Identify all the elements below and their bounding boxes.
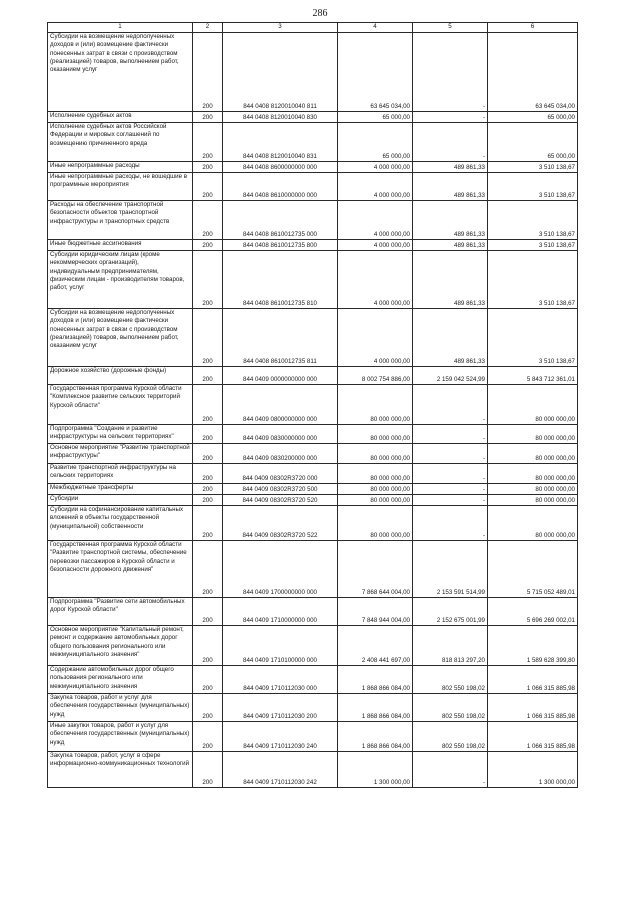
row-col4-cell: 4 000 000,00 — [338, 240, 413, 251]
row-col2-cell: 200 — [193, 173, 223, 201]
row-col4-cell: 2 408 441 697,00 — [338, 626, 413, 666]
row-code-cell: 844 0409 1710112030 242 — [223, 752, 338, 788]
row-col5-cell: - — [413, 444, 488, 464]
row-col2-cell: 200 — [193, 123, 223, 162]
row-col6-cell: 80 000 000,00 — [488, 464, 578, 484]
row-code-cell: 844 0408 8120010040 830 — [223, 112, 338, 123]
row-col5-cell: 2 153 591 514,99 — [413, 541, 488, 598]
row-col6-cell: 63 645 034,00 — [488, 33, 578, 112]
row-code-cell: 844 0408 8610012735 800 — [223, 240, 338, 251]
table-row — [48, 425, 578, 444]
column-header: 2 — [193, 23, 223, 33]
row-col5-cell: - — [413, 506, 488, 541]
row-col5-cell: 489 861,33 — [413, 173, 488, 201]
row-col4-cell: 1 868 866 084,00 — [338, 722, 413, 752]
row-col6-cell: 80 000 000,00 — [488, 425, 578, 444]
row-name-cell: Межбюджетные трансферты — [48, 484, 193, 495]
row-code-cell: 844 0409 1700000000 000 — [223, 541, 338, 598]
row-col6-cell: 5 696 269 002,01 — [488, 598, 578, 626]
row-name-cell: Государственная программа Курской области "Развитие транспортной системы, обеспечение перевозки пассажиров в Курской области и безопасности дорожного движения" — [48, 541, 193, 598]
row-col6-cell: 65 000,00 — [488, 123, 578, 162]
row-col4-cell: 1 300 000,00 — [338, 752, 413, 788]
row-col4-cell: 4 000 000,00 — [338, 201, 413, 240]
row-col2-cell: 200 — [193, 33, 223, 112]
row-col6-cell: 1 066 315 885,98 — [488, 722, 578, 752]
row-col2-cell: 200 — [193, 162, 223, 173]
table-row — [48, 484, 578, 495]
row-code-cell: 844 0409 0830000000 000 — [223, 425, 338, 444]
row-col6-cell: 3 510 138,67 — [488, 173, 578, 201]
table-row — [48, 626, 578, 666]
row-col6-cell: 1 066 315 885,98 — [488, 666, 578, 694]
row-col4-cell: 80 000 000,00 — [338, 464, 413, 484]
table-row — [48, 385, 578, 425]
column-header: 1 — [48, 23, 193, 33]
row-code-cell: 844 0409 0800000000 000 — [223, 385, 338, 425]
row-code-cell: 844 0408 8120010040 811 — [223, 33, 338, 112]
row-col4-cell: 4 000 000,00 — [338, 309, 413, 367]
row-name-cell: Развитие транспортной инфраструктуры на сельских территориях — [48, 464, 193, 484]
row-code-cell: 844 0409 08302R3720 522 — [223, 506, 338, 541]
row-col6-cell: 80 000 000,00 — [488, 484, 578, 495]
row-col4-cell: 63 645 034,00 — [338, 33, 413, 112]
row-col5-cell: 2 159 042 524,99 — [413, 367, 488, 385]
row-col2-cell: 200 — [193, 201, 223, 240]
row-code-cell: 844 0409 1710112030 000 — [223, 666, 338, 694]
row-col2-cell: 200 — [193, 694, 223, 722]
row-col6-cell: 80 000 000,00 — [488, 506, 578, 541]
row-col2-cell: 200 — [193, 112, 223, 123]
table-row — [48, 722, 578, 752]
row-col5-cell: - — [413, 425, 488, 444]
row-col4-cell: 4 000 000,00 — [338, 251, 413, 309]
row-col4-cell: 80 000 000,00 — [338, 484, 413, 495]
row-code-cell: 844 0408 8610012735 811 — [223, 309, 338, 367]
table-row — [48, 495, 578, 506]
row-name-cell: Субсидии на возмещение недополученных доходов и (или) возмещение фактически понесенных затрат в связи с производством (реализацией) товаров, выполнением работ, оказанием услуг — [48, 309, 193, 367]
row-name-cell: Расходы на обеспечение транспортной безопасности объектов транспортной инфраструктуры и транспортных средств — [48, 201, 193, 240]
row-name-cell: Подпрограмма "Развитие сети автомобильных дорог Курской области" — [48, 598, 193, 626]
row-code-cell: 844 0409 0000000000 000 — [223, 367, 338, 385]
row-col2-cell: 200 — [193, 722, 223, 752]
table-row — [48, 240, 578, 251]
row-col5-cell: 489 861,33 — [413, 162, 488, 173]
row-col2-cell: 200 — [193, 541, 223, 598]
row-code-cell: 844 0409 08302R3720 500 — [223, 484, 338, 495]
table-row — [48, 309, 578, 367]
table-row — [48, 444, 578, 464]
table-row — [48, 251, 578, 309]
row-code-cell: 844 0409 08302R3720 520 — [223, 495, 338, 506]
row-col4-cell: 7 848 944 004,00 — [338, 598, 413, 626]
row-code-cell: 844 0408 8610012735 810 — [223, 251, 338, 309]
row-col5-cell: 489 861,33 — [413, 240, 488, 251]
row-col5-cell: 489 861,33 — [413, 309, 488, 367]
row-col5-cell: 802 550 198,02 — [413, 666, 488, 694]
row-name-cell: Дорожное хозяйство (дорожные фонды) — [48, 367, 193, 385]
row-col2-cell: 200 — [193, 240, 223, 251]
row-col6-cell: 1 300 000,00 — [488, 752, 578, 788]
row-col2-cell: 200 — [193, 626, 223, 666]
row-code-cell: 844 0409 1710112030 200 — [223, 694, 338, 722]
row-col6-cell: 1 066 315 885,98 — [488, 694, 578, 722]
row-code-cell: 844 0409 0830200000 000 — [223, 444, 338, 464]
column-header: 3 — [223, 23, 338, 33]
row-col4-cell: 7 868 644 004,00 — [338, 541, 413, 598]
row-col6-cell: 3 510 138,67 — [488, 240, 578, 251]
row-col5-cell: 802 550 198,02 — [413, 722, 488, 752]
row-col4-cell: 80 000 000,00 — [338, 425, 413, 444]
row-col2-cell: 200 — [193, 367, 223, 385]
row-col2-cell: 200 — [193, 495, 223, 506]
row-name-cell: Субсидии на софинансирование капитальных вложений в объекты государственной (муниципальной) собственности — [48, 506, 193, 541]
row-col4-cell: 4 000 000,00 — [338, 173, 413, 201]
table-row — [48, 506, 578, 541]
table-row — [48, 162, 578, 173]
row-col5-cell: - — [413, 112, 488, 123]
row-col4-cell: 65 000,00 — [338, 112, 413, 123]
row-col6-cell: 3 510 138,67 — [488, 162, 578, 173]
row-name-cell: Основное мероприятие "Развитие транспортной инфраструктуры" — [48, 444, 193, 464]
row-col4-cell: 65 000,00 — [338, 123, 413, 162]
row-code-cell: 844 0408 8610012735 000 — [223, 201, 338, 240]
row-col5-cell: 802 550 198,02 — [413, 694, 488, 722]
row-col2-cell: 200 — [193, 444, 223, 464]
row-col2-cell: 200 — [193, 484, 223, 495]
row-code-cell: 844 0409 1710100000 000 — [223, 626, 338, 666]
row-col6-cell: 65 000,00 — [488, 112, 578, 123]
row-code-cell: 844 0408 8120010040 831 — [223, 123, 338, 162]
row-col2-cell: 200 — [193, 666, 223, 694]
row-col5-cell: - — [413, 123, 488, 162]
row-col6-cell: 80 000 000,00 — [488, 385, 578, 425]
row-name-cell: Подпрограмма "Создание и развитие инфраструктуры на сельских территориях" — [48, 425, 193, 444]
row-code-cell: 844 0409 1710112030 240 — [223, 722, 338, 752]
row-col5-cell: - — [413, 495, 488, 506]
table-row — [48, 33, 578, 112]
row-col2-cell: 200 — [193, 251, 223, 309]
row-name-cell: Закупка товаров, работ, услуг в сфере информационно-коммуникационных технологий — [48, 752, 193, 788]
row-name-cell: Субсидии на возмещение недополученных доходов и (или) возмещение фактически понесенных затрат в связи с производством (реализацией) товаров, выполнением работ, оказанием услуг — [48, 33, 193, 112]
row-col5-cell: - — [413, 33, 488, 112]
row-name-cell: Субсидии — [48, 495, 193, 506]
row-col4-cell: 80 000 000,00 — [338, 506, 413, 541]
row-col6-cell: 3 510 138,67 — [488, 251, 578, 309]
row-col4-cell: 1 868 866 084,00 — [338, 694, 413, 722]
row-name-cell: Иные непрограммные расходы — [48, 162, 193, 173]
row-col6-cell: 1 589 628 399,80 — [488, 626, 578, 666]
row-col5-cell: 489 861,33 — [413, 201, 488, 240]
row-col5-cell: 2 152 675 001,99 — [413, 598, 488, 626]
table-header-row — [48, 23, 578, 33]
row-col5-cell: - — [413, 752, 488, 788]
row-name-cell: Основное мероприятие "Капитальный ремонт, ремонт и содержание автомобильных дорог общего пользования регионального или межмуниципального значения" — [48, 626, 193, 666]
row-code-cell: 844 0409 1710000000 000 — [223, 598, 338, 626]
table-row — [48, 666, 578, 694]
table-row — [48, 464, 578, 484]
row-code-cell: 844 0408 8610000000 000 — [223, 173, 338, 201]
row-name-cell: Иные бюджетные ассигнования — [48, 240, 193, 251]
row-col2-cell: 200 — [193, 385, 223, 425]
row-col6-cell: 3 510 138,67 — [488, 201, 578, 240]
row-col4-cell: 80 000 000,00 — [338, 495, 413, 506]
budget-table — [47, 22, 578, 788]
row-col4-cell: 4 000 000,00 — [338, 162, 413, 173]
row-name-cell: Субсидии юридическим лицам (кроме некоммерческих организаций), индивидуальным предпринимателям, физическим лицам - производителям товаров, работ, услуг — [48, 251, 193, 309]
row-name-cell: Иные закупки товаров, работ и услуг для обеспечения государственных (муниципальных) нужд — [48, 722, 193, 752]
row-col6-cell: 80 000 000,00 — [488, 495, 578, 506]
row-name-cell: Закупка товаров, работ и услуг для обеспечения государственных (муниципальных) нужд — [48, 694, 193, 722]
row-col2-cell: 200 — [193, 506, 223, 541]
table-row — [48, 541, 578, 598]
column-header: 5 — [413, 23, 488, 33]
row-col4-cell: 8 002 754 886,00 — [338, 367, 413, 385]
row-name-cell: Исполнение судебных актов Российской Федерации и мировых соглашений по возмещению причиненного вреда — [48, 123, 193, 162]
table-row — [48, 123, 578, 162]
column-header: 4 — [338, 23, 413, 33]
table-row — [48, 173, 578, 201]
table-row — [48, 752, 578, 788]
row-col4-cell: 1 868 866 084,00 — [338, 666, 413, 694]
row-col6-cell: 3 510 138,67 — [488, 309, 578, 367]
row-code-cell: 844 0409 08302R3720 000 — [223, 464, 338, 484]
table-row — [48, 112, 578, 123]
row-name-cell: Исполнение судебных актов — [48, 112, 193, 123]
row-col6-cell: 5 843 712 361,01 — [488, 367, 578, 385]
row-col5-cell: - — [413, 464, 488, 484]
row-code-cell: 844 0408 8600000000 000 — [223, 162, 338, 173]
row-col4-cell: 80 000 000,00 — [338, 385, 413, 425]
row-name-cell: Иные непрограммные расходы, не вошедшие в программные мероприятия — [48, 173, 193, 201]
row-col5-cell: - — [413, 385, 488, 425]
row-col5-cell: 818 813 297,20 — [413, 626, 488, 666]
row-col6-cell: 5 715 052 489,01 — [488, 541, 578, 598]
table-row — [48, 598, 578, 626]
table-row — [48, 367, 578, 385]
table-row — [48, 694, 578, 722]
row-col5-cell: 489 861,33 — [413, 251, 488, 309]
row-col5-cell: - — [413, 484, 488, 495]
row-col2-cell: 200 — [193, 425, 223, 444]
column-header: 6 — [488, 23, 578, 33]
row-name-cell: Государственная программа Курской области "Комплексное развитие сельских территорий Курской области" — [48, 385, 193, 425]
row-col2-cell: 200 — [193, 752, 223, 788]
page-number: 286 — [312, 8, 328, 19]
row-col6-cell: 80 000 000,00 — [488, 444, 578, 464]
row-col2-cell: 200 — [193, 464, 223, 484]
row-name-cell: Содержание автомобильных дорог общего пользования регионального или межмуниципального значения — [48, 666, 193, 694]
row-col4-cell: 80 000 000,00 — [338, 444, 413, 464]
row-col2-cell: 200 — [193, 598, 223, 626]
table-row — [48, 201, 578, 240]
row-col2-cell: 200 — [193, 309, 223, 367]
